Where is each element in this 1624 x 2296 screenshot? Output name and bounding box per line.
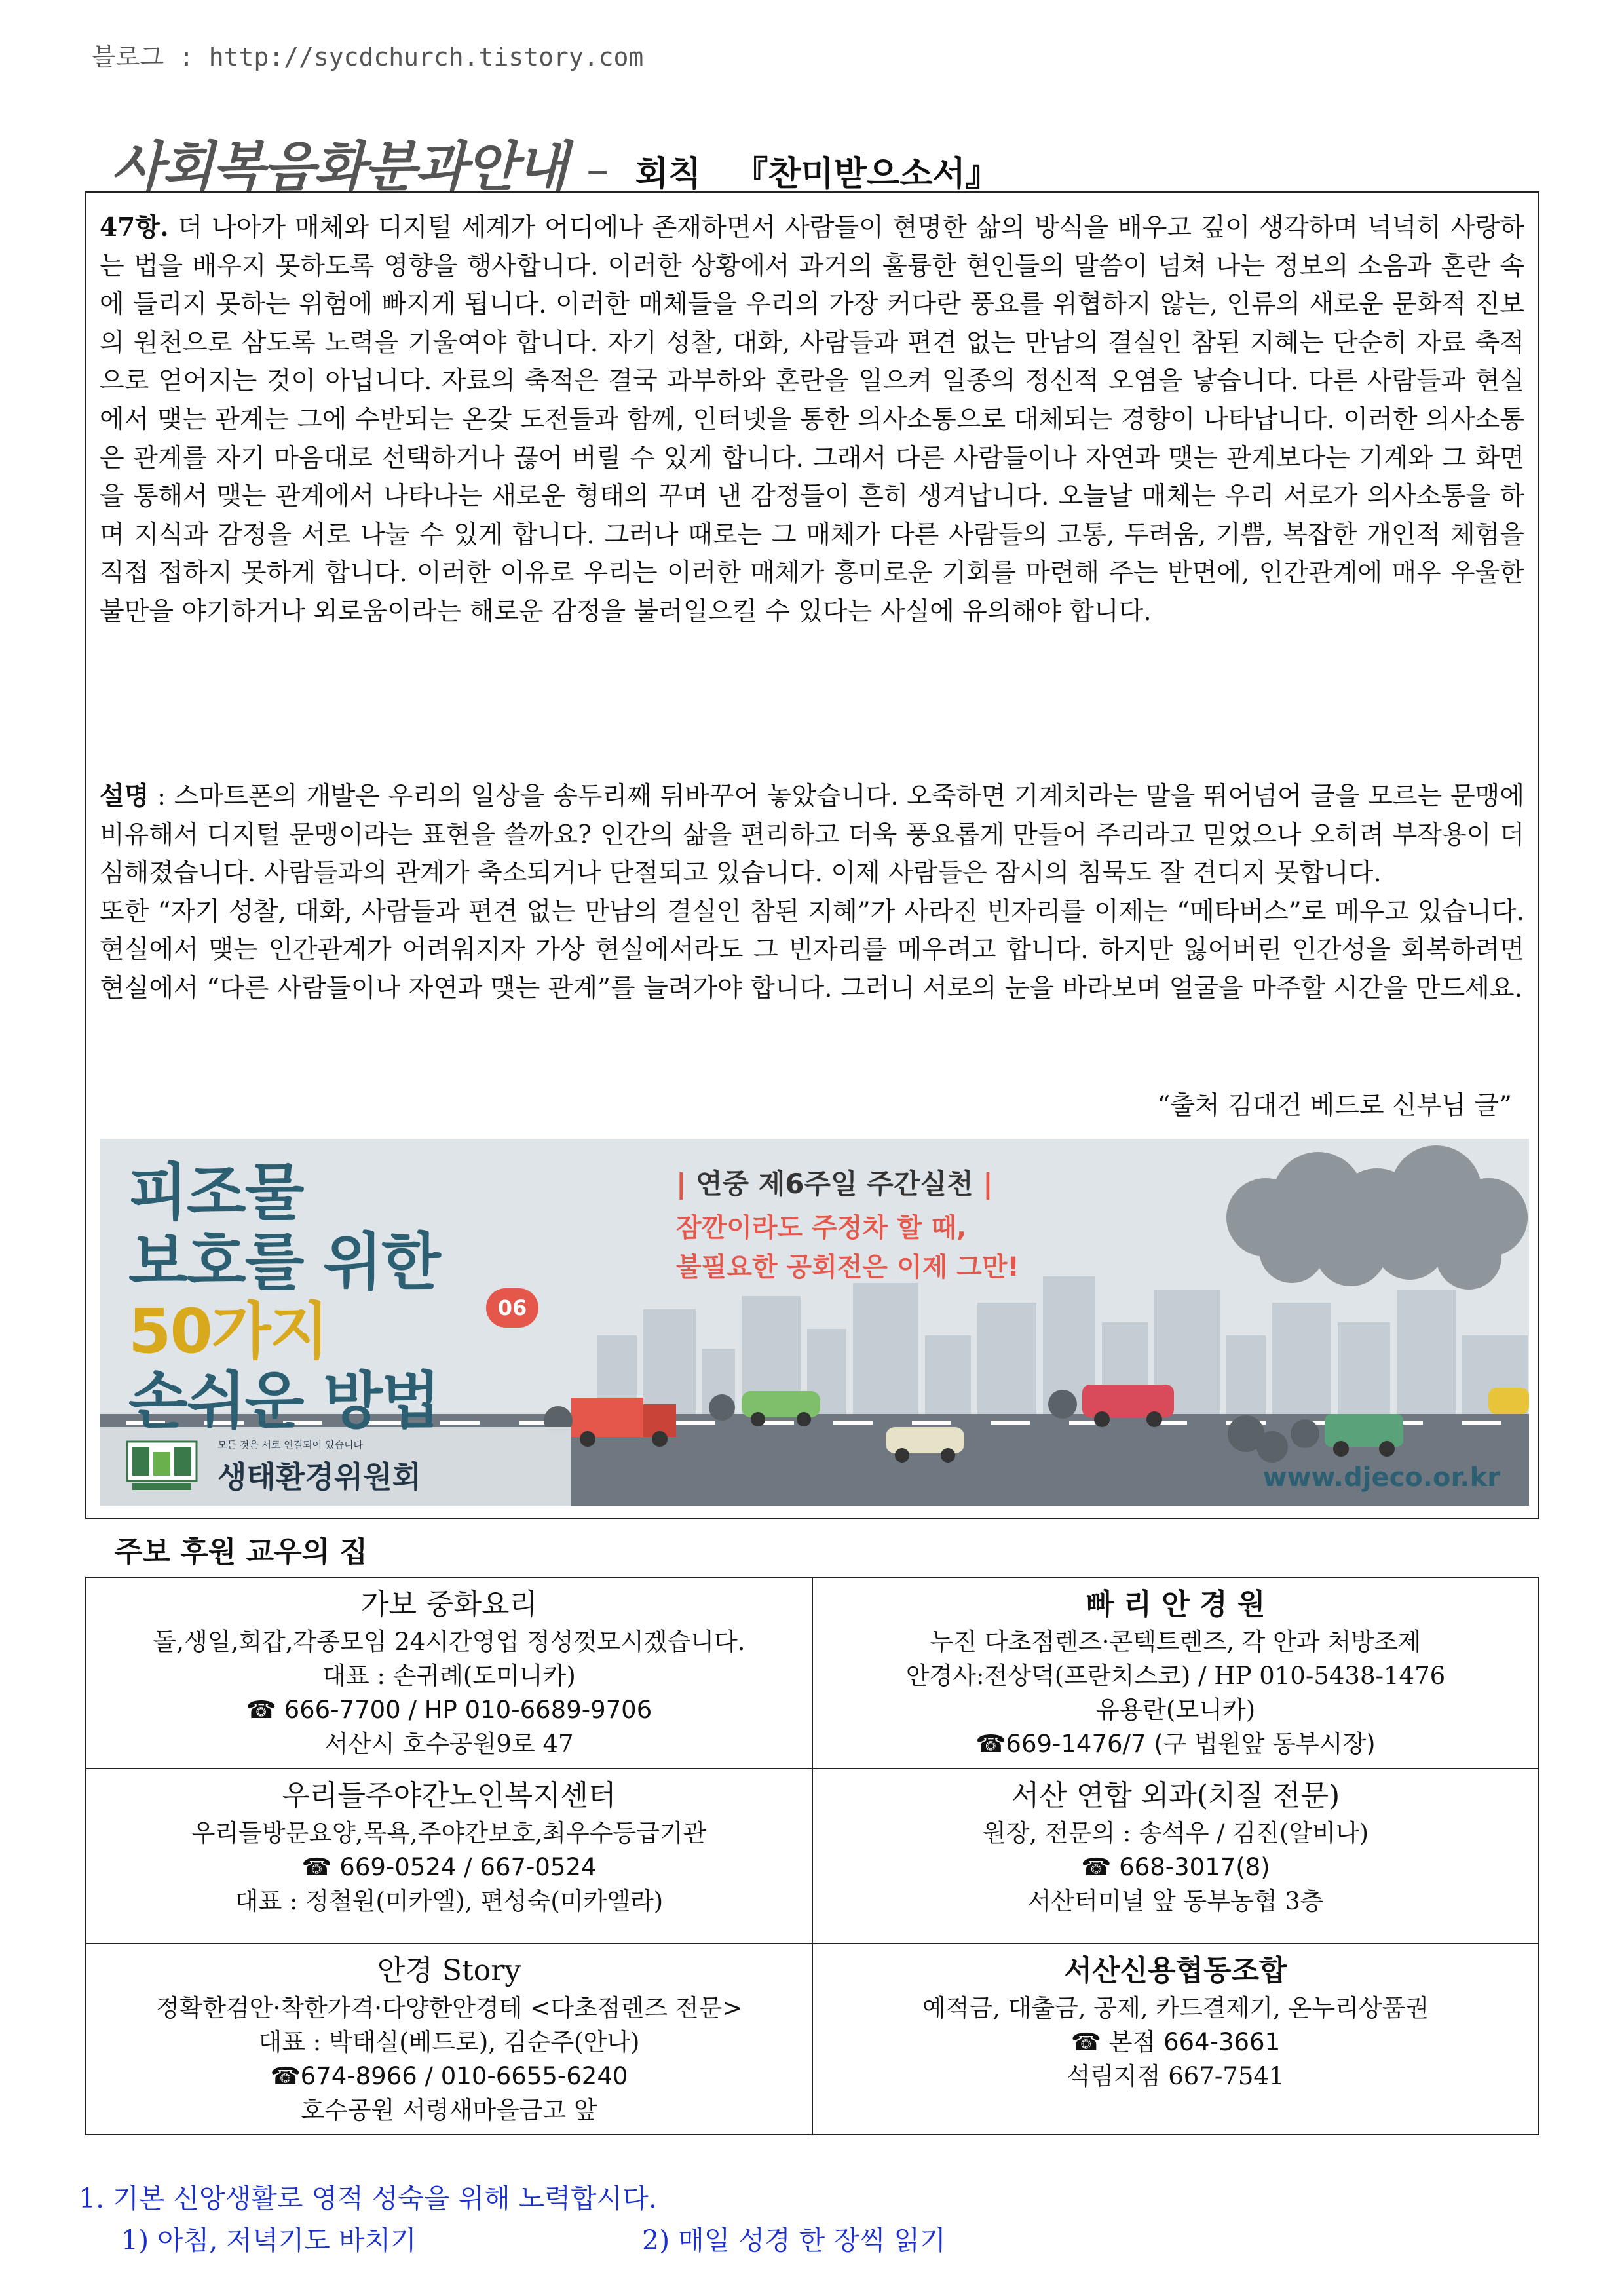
blog-url: 블로그 : http://sycdchurch.tistory.com — [92, 43, 644, 71]
header-document: 『찬미받으소서』 — [734, 155, 1000, 194]
banner-message-line1: 잠깐이라도 주정차 할 때, — [676, 1213, 967, 1243]
title-dash: – — [586, 143, 609, 197]
sponsor-cell — [86, 1769, 812, 1943]
sponsor-line: 대표 : 박태실(베드로), 김순주(안나) — [258, 2028, 640, 2056]
banner-title-line2: 보호를 위한 — [128, 1227, 440, 1298]
page-title: 사회복음화분과안내 — [111, 136, 567, 199]
table-row — [86, 1943, 1539, 2135]
explanation-label: 설명 — [100, 781, 149, 811]
sponsor-phone: ☎ 본점 664-3661 — [1070, 2028, 1281, 2056]
sponsor-line: 대표 : 정철원(미카엘), 편성숙(미카엘라) — [235, 1887, 664, 1915]
sponsor-name: 서산 연합 외과(치질 전문) — [1011, 1779, 1340, 1812]
sponsor-line: 호수공원 서령새마을금고 앞 — [301, 2096, 597, 2124]
banner-title-line3: 50가지 — [128, 1296, 328, 1368]
sponsor-title: 주보 후원 교우의 집 — [115, 1535, 368, 1569]
sponsor-cell — [812, 1943, 1539, 2135]
week-text: 연중 제6주일 주간실천 — [686, 1168, 983, 1200]
sponsor-phone: ☎ 669-0524 / 667-0524 — [301, 1853, 597, 1881]
banner-number-badge: 06 — [486, 1288, 538, 1328]
main-box — [85, 191, 1539, 1519]
committee-logo-icon — [126, 1440, 198, 1493]
explanation — [100, 777, 1524, 1008]
faith-note-item: 2) 매일 성경 한 장씩 읽기 — [642, 2225, 946, 2256]
sponsor-name: 가보 중화요리 — [360, 1588, 537, 1621]
explanation-para2: 또한 “자기 성찰, 대화, 사람들과 편견 없는 만남의 결실인 참된 지혜”가 사라진 빈자리를 이제는 “메타버스”로 메우고 있습니다. 현실에서 맺는 인간관계가 어려워지자 가상 현실에서라도 그 빈자리를 메우려고 합니다. 하지만 잃어버린 인간성을 회복하려면 현실에서 “다른 사람들이나 자연과 맺는 관계”를 늘려가야 합니다. 그러니 서로의 눈을 바라보며 얼굴을 마주할 시간을 만드세요. — [100, 896, 1524, 1003]
faith-note-item: 1) 아침, 저녁기도 바치기 — [121, 2225, 417, 2256]
sponsor-line: 유용란(모니카) — [1095, 1696, 1256, 1724]
sponsor-line: 우리들방문요양,목욕,주야간보호,최우수등급기관 — [191, 1819, 707, 1847]
header-subtitle: 회칙 — [635, 155, 702, 194]
sponsor-line: 서산터미널 앞 동부농협 3층 — [1027, 1887, 1324, 1915]
banner-title-line4: 손쉬운 방법 — [128, 1366, 440, 1437]
sponsor-cell — [86, 1577, 812, 1769]
banner-message-line2: 불필요한 공회전은 이제 그만! — [676, 1252, 1019, 1282]
explanation-source: “출처 김대건 베드로 신부님 글” — [1157, 1091, 1512, 1120]
sponsor-cell — [86, 1943, 812, 2135]
sponsor-line: 누진 다초점렌즈·콘텍트렌즈, 각 안과 처방조제 — [930, 1628, 1422, 1656]
sponsor-phone: ☎ 668-3017(8) — [1081, 1853, 1270, 1881]
sponsor-table — [85, 1577, 1539, 2135]
sponsor-cell — [812, 1577, 1539, 1769]
sponsor-line: 돌,생일,회갑,각종모임 24시간영업 정성껏모시겠습니다. — [153, 1628, 746, 1656]
sponsor-cell — [812, 1769, 1539, 1943]
sponsor-line: 안경사:전상덕(프란치스코) / HP 010-5438-1476 — [905, 1662, 1446, 1690]
sponsor-line: 대표 : 손귀례(도미니카) — [322, 1662, 576, 1690]
explanation-para1 — [100, 777, 1524, 893]
sponsor-name: 서산신용협동조합 — [1064, 1954, 1287, 1987]
page-header — [111, 124, 1000, 197]
sponsor-phone: ☎669-1476/7 (구 법원앞 동부시장) — [975, 1730, 1376, 1758]
banner-message — [676, 1208, 1019, 1287]
banner-title-line1: 피조물 — [128, 1157, 303, 1229]
faith-note: 1. 기본 신앙생활로 영적 성숙을 위해 노력합시다. — [79, 2183, 657, 2214]
sponsor-name: 빠 리 안 경 원 — [1086, 1588, 1266, 1621]
explanation-line1: : 스마트폰의 개발은 우리의 일상을 송두리째 뒤바꾸어 놓았습니다. 오죽하면 기계치라는 말을 뛰어넘어 글을 모르는 문맹에 비유해서 디지털 문맹이라는 표현을 쓸까요? 인간의 삶을 편리하고 더욱 풍요롭게 만들어 주리라고 믿었으나 오히려 부작용이 더 심해졌습니다. 사람들과의 관계가 축소되거나 단절되고 있습니다. 이제 사람들은 잠시의 침묵도 잘 견디지 못합니다. — [100, 782, 1524, 889]
sponsor-line: 예적금, 대출금, 공제, 카드결제기, 온누리상품권 — [922, 1994, 1429, 2022]
sponsor-phone: ☎674-8966 / 010-6655-6240 — [270, 2062, 628, 2090]
sponsor-line: 서산시 호수공원9로 47 — [324, 1730, 574, 1758]
week-bar-left: | — [676, 1168, 687, 1200]
table-row — [86, 1769, 1539, 1943]
week-bar-right: | — [983, 1168, 993, 1200]
sponsor-line: 석림지점 667-7541 — [1067, 2062, 1285, 2090]
sponsor-line: 정확한검안·착한가격·다양한안경테 <다초점렌즈 전문> — [155, 1994, 743, 2022]
sponsor-phone: ☎ 666-7700 / HP 010-6689-9706 — [246, 1696, 652, 1724]
banner-title — [128, 1158, 440, 1436]
section-body: 더 나아가 매체와 디지털 세계가 어디에나 존재하면서 사람들이 현명한 삶의 방식을 배우고 깊이 생각하며 넉넉히 사랑하는 법을 배우지 못하도록 영향을 행사합니다. 이러한 상황에서 과거의 훌륭한 현인들의 말씀이 넘쳐 나는 정보의 소음과 혼란 속에 들리지 못하는 위험에 빠지게 됩니다. 이러한 매체들을 우리의 가장 커다란 풍요를 위협하지 않는, 인류의 새로운 문화적 진보의 원천으로 삼도록 노력을 기울여야 합니다. 자기 성찰, 대화, 사람들과 편견 없는 만남의 결실인 참된 지혜는 단순히 자료 축적으로 얻어지는 것이 아닙니다. 자료의 축적은 결국 과부하와 혼란을 일으켜 일종의 정신적 오염을 낳습니다. 다른 사람들과 현실에서 맺는 관계는 그에 수반되는 온갖 도전들과 함께, 인터넷을 통한 의사소통으로 대체되는 경향이 나타납니다. 이러한 의사소통은 관계를 자기 마음대로 선택하거나 끊어 버릴 수 있게 합니다. 그래서 다른 사람들이나 자연과 맺는 관계보다는 기계와 그 화면을 통해서 맺는 관계에서 나타나는 새로운 형태의 꾸며 낸 감정들이 흔히 생겨납니다. 오늘날 매체는 우리 서로가 의사소통을 하며 지식과 감정을 서로 나눌 수 있게 합니다. 그러나 때로는 그 매체가 다른 사람들의 고통, 두려움, 기쁨, 복잡한 개인적 체험을 직접 접하지 못하게 합니다. 이러한 이유로 우리는 이러한 매체가 흥미로운 기회를 마련해 주는 반면에, 인간관계에 매우 우울한 불만을 야기하거나 외로움이라는 해로운 감정을 불러일으킬 수 있다는 사실에 유의해야 합니다. — [100, 213, 1524, 626]
sponsor-name: 우리들주야간노인복지센터 — [282, 1779, 616, 1812]
sponsor-name: 안경 Story — [377, 1954, 521, 1987]
banner-org-tagline: 모든 것은 서로 연결되어 있습니다 — [217, 1439, 363, 1451]
table-row — [86, 1577, 1539, 1769]
sponsor-line: 원장, 전문의 : 송석우 / 김진(알비나) — [982, 1819, 1369, 1847]
section-47 — [100, 208, 1524, 632]
section-label: 47항. — [100, 212, 169, 242]
banner-url: www.djeco.or.kr — [1262, 1463, 1500, 1493]
banner-org: 생태환경위원회 — [217, 1459, 422, 1495]
campaign-banner — [100, 1139, 1529, 1506]
banner-week — [676, 1162, 993, 1202]
